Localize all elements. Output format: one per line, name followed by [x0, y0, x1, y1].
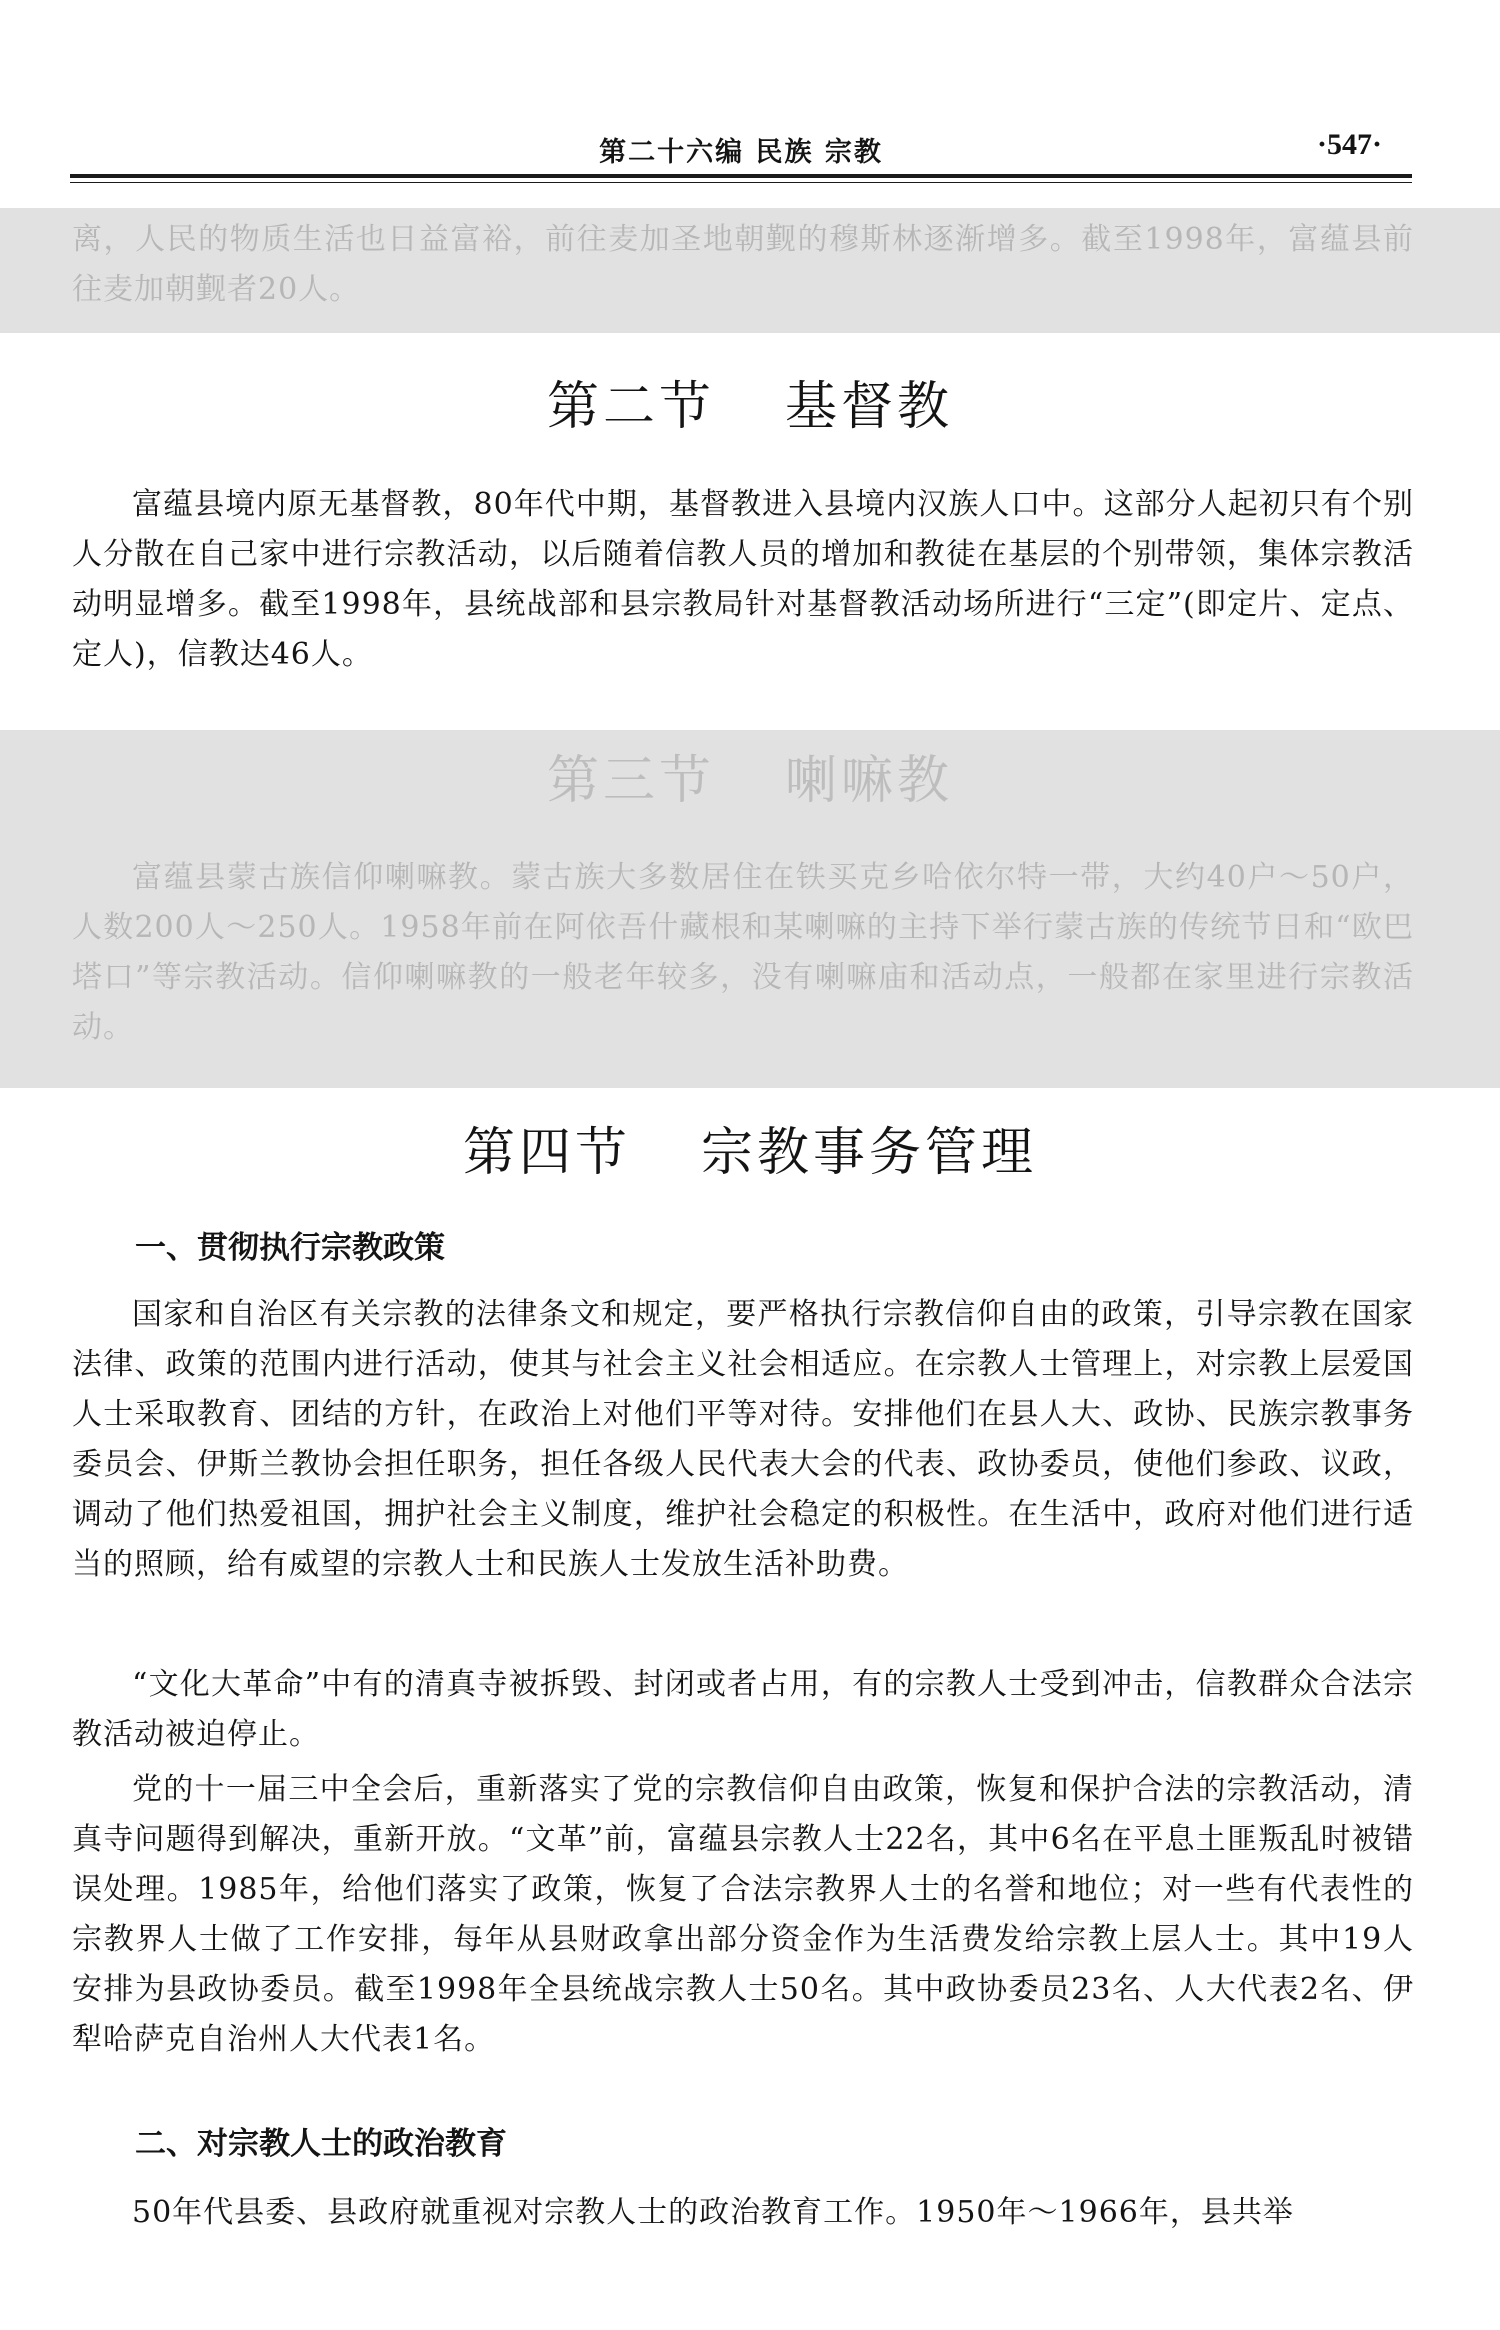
section-4-title	[0, 1110, 1500, 1185]
subsection-2-paragraph-1: 50年代县委、县政府就重视对宗教人士的政治教育工作。1950年～1966年，县共举	[132, 2195, 1294, 2230]
page-header	[70, 118, 1412, 178]
subsection-1-paragraph-2: “文化大革命”中有的清真寺被拆毁、封闭或者占用，有的宗教人士受到冲击，信教群众合法宗教活动被迫停止。	[72, 1667, 1414, 1752]
subsection-2-title: 二、对宗教人士的政治教育	[135, 2126, 507, 2162]
section-3-number: 第三节	[546, 751, 715, 811]
subsection-1-paragraph-1: 国家和自治区有关宗教的法律条文和规定，要严格执行宗教信仰自由的政策，引导宗教在国家法律、政策的范围内进行活动，使其与社会主义社会相适应。在宗教人士管理上，对宗教上层爱国人士采取教育、团结的方针，在政治上对他们平等对待。安排他们在县人大、政协、民族宗教事务委员会、伊斯兰教协会担任职务，担任各级人民代表大会的代表、政协委员，使他们参政、议政，调动了他们热爱祖国，拥护社会主义制度，维护社会稳定的积极性。在生活中，政府对他们进行适当的照顾，给有威望的宗教人士和民族人士发放生活补助费。	[72, 1297, 1414, 1582]
section-2-paragraph: 富蕴县境内原无基督教，80年代中期，基督教进入县境内汉族人口中。这部分人起初只有个别人分散在自己家中进行宗教活动，以后随着信教人员的增加和教徒在基层的个别带领，集体宗教活动明显增多。截至1998年，县统战部和县宗教局针对基督教活动场所进行“三定”(即定片、定点、定人)，信教达46人。	[72, 487, 1414, 672]
header-rule-thick	[70, 174, 1412, 178]
section-4-number: 第四节	[462, 1123, 631, 1183]
header-rule-thin	[70, 182, 1412, 183]
page-number: ·547·	[1316, 128, 1382, 161]
section-3-paragraph: 富蕴县蒙古族信仰喇嘛教。蒙古族大多数居住在铁买克乡哈依尔特一带，大约40户～50户，人数200人～250人。1958年前在阿依吾什藏根和某喇嘛的主持下举行蒙古族的传统节日和“欧巴塔口”等宗教活动。信仰喇嘛教的一般老年较多，没有喇嘛庙和活动点，一般都在家里进行宗教活动。	[72, 860, 1414, 1045]
section-3-title	[0, 738, 1500, 813]
section-3-name: 喇嘛教	[785, 751, 954, 811]
section-2-number: 第二节	[546, 377, 715, 437]
section-4-name: 宗教事务管理	[701, 1123, 1038, 1183]
running-title: 第二十六编 民族 宗教	[599, 137, 883, 168]
section-2-title	[0, 364, 1500, 439]
section-2-name: 基督教	[785, 377, 954, 437]
subsection-1-title: 一、贯彻执行宗教政策	[135, 1230, 445, 1266]
carryover-paragraph: 离，人民的物质生活也日益富裕，前往麦加圣地朝觐的穆斯林逐渐增多。截至1998年，富蕴县前往麦加朝觐者20人。	[72, 222, 1414, 307]
subsection-1-paragraph-3: 党的十一届三中全会后，重新落实了党的宗教信仰自由政策，恢复和保护合法的宗教活动，清真寺问题得到解决，重新开放。“文革”前，富蕴县宗教人士22名，其中6名在平息土匪叛乱时被错误处理。1985年，给他们落实了政策，恢复了合法宗教界人士的名誉和地位；对一些有代表性的宗教界人士做了工作安排，每年从县财政拿出部分资金作为生活费发给宗教上层人士。其中19人安排为县政协委员。截至1998年全县统战宗教人士50名。其中政协委员23名、人大代表2名、伊犁哈萨克自治州人大代表1名。	[72, 1772, 1414, 2057]
